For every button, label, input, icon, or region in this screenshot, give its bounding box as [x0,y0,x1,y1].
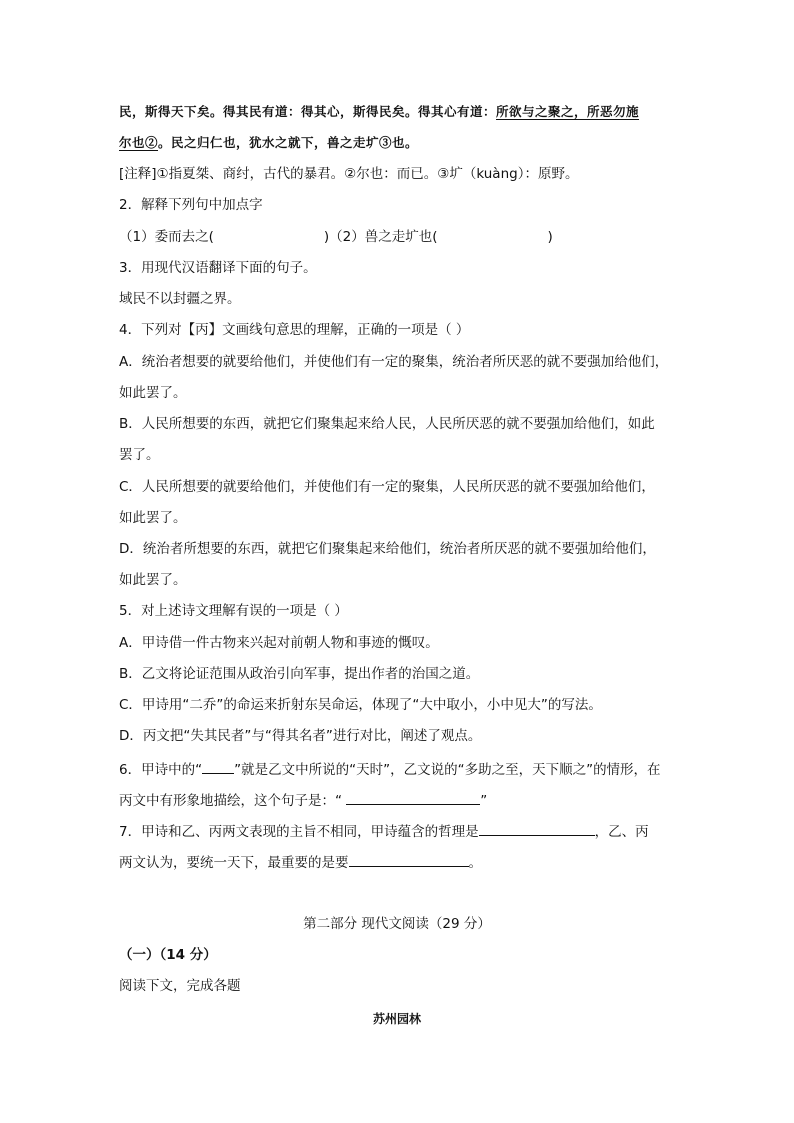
essay-title: 苏州园林 [372,1012,421,1026]
question-4-option-d: D．统治者所想要的东西，就把它们聚集起来给他们，统治者所厌恶的就不要强加给他们， [119,541,656,557]
section-2-subheading: （一）（14 分） [119,947,217,963]
question-3-stem: 3．用现代汉语翻译下面的句子。 [119,260,317,276]
question-4-option-c-cont: 如此罢了。 [119,510,187,526]
annotation-note: [注释]①指夏桀、商纣，古代的暴君。②尔也：而已。③圹（kuàng）：原野。 [119,166,579,182]
question-5-option-b: B．乙文将论证范围从政治引向军事，提出作者的治国之道。 [119,666,480,682]
question-4-option-c: C．人民所想要的就要给他们，并使他们有一定的聚集，人民所厌恶的就不要强加给他们， [119,479,655,495]
underlined-sentence-end: 尔也② [119,135,159,150]
question-4-stem: 4．下列对【丙】文画线句意思的理解，正确的一项是（ ） [119,322,470,338]
question-5-option-a: A．甲诗借一件古物来兴起对前朝人物和事迹的慨叹。 [119,635,439,651]
question-4-option-a-cont: 如此罢了。 [119,385,187,401]
section-2-instruction: 阅读下文，完成各题 [119,978,241,994]
question-5-option-d: D．丙文把“失其民者”与“得其名者”进行对比，阐述了观点。 [119,728,482,744]
question-2-stem: 2．解释下列句中加点字 [119,197,263,213]
question-7-line-2: 两文认为，要统一天下，最重要的是要 。 [119,852,482,872]
fill-blank-q6-2[interactable] [346,790,480,805]
question-6-line-2: 丙文中有形象地描绘，这个句子是：“ ” [119,790,487,810]
question-5-stem: 5．对上述诗文理解有误的一项是（ ） [119,603,348,619]
question-5-option-c: C．甲诗用“二乔”的命运来折射东吴命运，体现了“大中取小，小中见大”的写法。 [119,697,602,713]
fill-blank-q7-2[interactable] [349,852,469,867]
underlined-sentence: 所欲与之聚之，所恶勿施 [496,104,640,119]
classical-text-line-2: 尔也②。民之归仁也，犹水之就下，兽之走圹③也。 [119,135,419,150]
question-4-option-d-cont: 如此罢了。 [119,572,187,588]
fill-blank-q7-1[interactable] [479,821,595,836]
section-2-title: 第二部分 现代文阅读（29 分） [303,916,491,932]
question-7-line-1: 7．甲诗和乙、丙两文表现的主旨不相同，甲诗蕴含的哲理是 ，乙、丙 [119,821,649,841]
question-4-option-a: A．统治者想要的就要给他们，并使他们有一定的聚集，统治者所厌恶的就不要强加给他们， [119,354,669,370]
fill-blank-q6-1[interactable] [202,759,234,774]
question-3-sentence: 域民不以封疆之界。 [119,291,241,307]
question-4-option-b-cont: 罢了。 [119,447,160,463]
question-2-items: （1）委而去之( )（2）兽之走圹也( ) [119,229,553,245]
classical-text-line-1: 民，斯得天下矣。得其民有道：得其心，斯得民矣。得其心有道：所欲与之聚之，所恶勿施 [119,104,640,119]
question-4-option-b: B．人民所想要的东西，就把它们聚集起来给人民，人民所厌恶的就不要强加给他们，如此 [119,416,655,432]
question-6-line-1: 6．甲诗中的“ ”就是乙文中所说的“天时”，乙文说的“多助之至，天下顺之”的情形，在 [119,759,661,779]
